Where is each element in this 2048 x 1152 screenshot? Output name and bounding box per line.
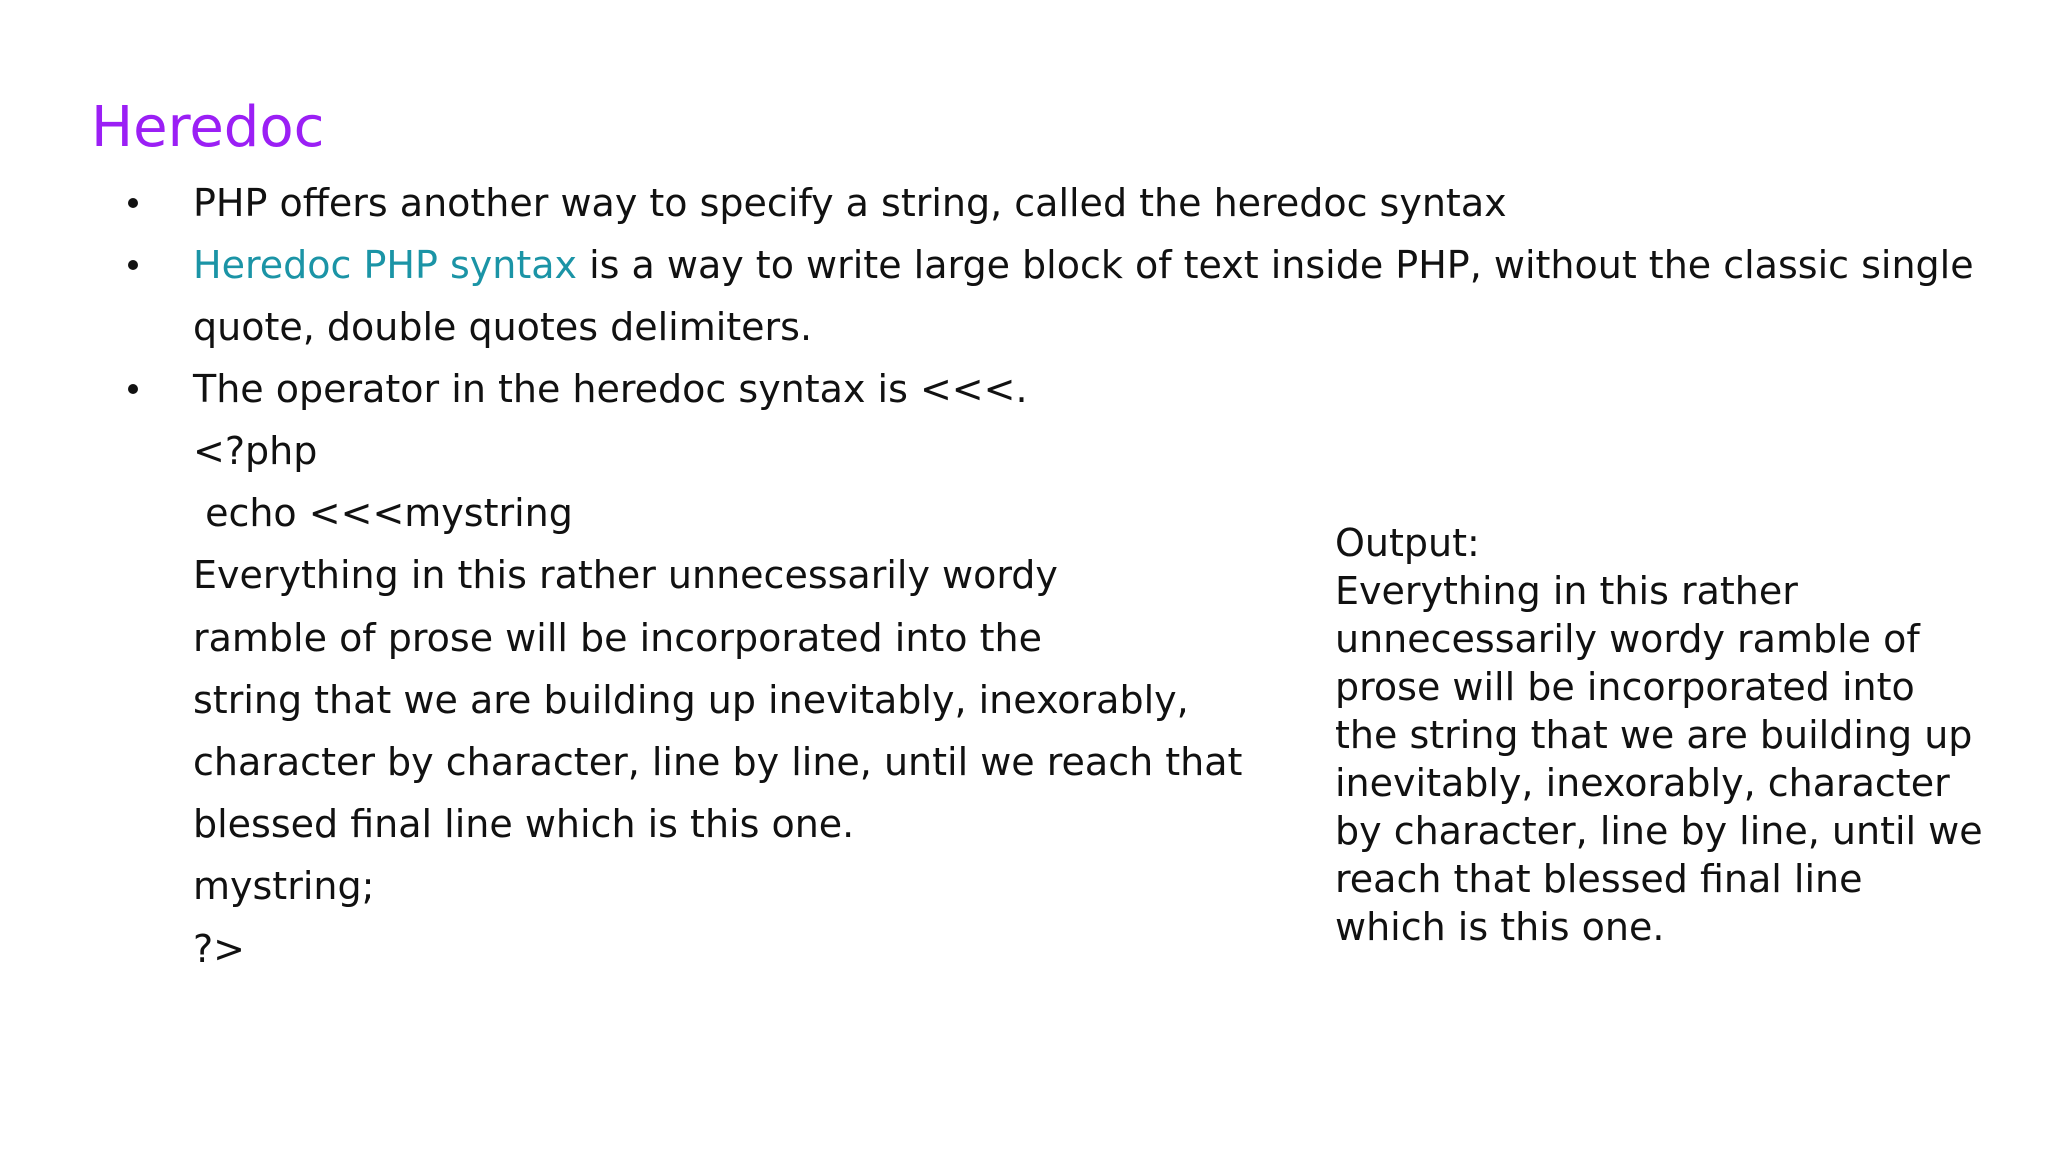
bullet-item-operator <box>0 358 2048 420</box>
output-label: Output: <box>1335 521 1480 565</box>
code-line: character by character, line by line, until we reach that <box>193 740 1243 785</box>
bullet-dot-icon <box>128 198 138 208</box>
code-line: <?php <box>193 429 318 473</box>
code-line: ramble of prose will be incorporated into the <box>193 615 1042 660</box>
bullet-dot-icon <box>128 384 138 394</box>
bullet-text: PHP offers another way to specify a string, called the heredoc syntax <box>193 181 1507 225</box>
output-panel <box>1335 519 2015 951</box>
output-line: by character, line by line, until we <box>1335 809 1983 853</box>
code-example <box>193 420 1242 980</box>
output-line: prose will be incorporated into <box>1335 665 1915 709</box>
code-line: blessed final line which is this one. <box>193 802 855 847</box>
bullet-item-heredoc-intro <box>0 172 2048 234</box>
bullet-text: The operator in the heredoc syntax is <<<. <box>193 367 1028 411</box>
output-line: inevitably, inexorably, character <box>1335 761 1950 805</box>
bullet-text: is a way to write large block of text inside PHP, without the classic single quote, double quotes delimiters. <box>193 243 1974 349</box>
output-line: Everything in this rather <box>1335 569 1798 613</box>
code-line: Everything in this rather unnecessarily wordy <box>193 553 1058 598</box>
bullet-dot-icon <box>128 260 138 270</box>
code-line: mystring; <box>193 864 375 909</box>
code-line: ?> <box>193 926 246 971</box>
output-line: the string that we are building up <box>1335 713 1973 757</box>
slide-title: Heredoc <box>91 95 325 160</box>
highlighted-term: Heredoc PHP syntax <box>193 243 577 287</box>
output-line: unnecessarily wordy ramble of <box>1335 617 1920 661</box>
output-line: which is this one. <box>1335 905 1665 949</box>
code-line: string that we are building up inevitably, inexorably, <box>193 677 1189 722</box>
bullet-list <box>0 172 2048 420</box>
bullet-item-heredoc-syntax <box>0 234 2048 358</box>
output-line: reach that blessed final line <box>1335 857 1863 901</box>
code-line: echo <<<mystring <box>193 491 573 536</box>
